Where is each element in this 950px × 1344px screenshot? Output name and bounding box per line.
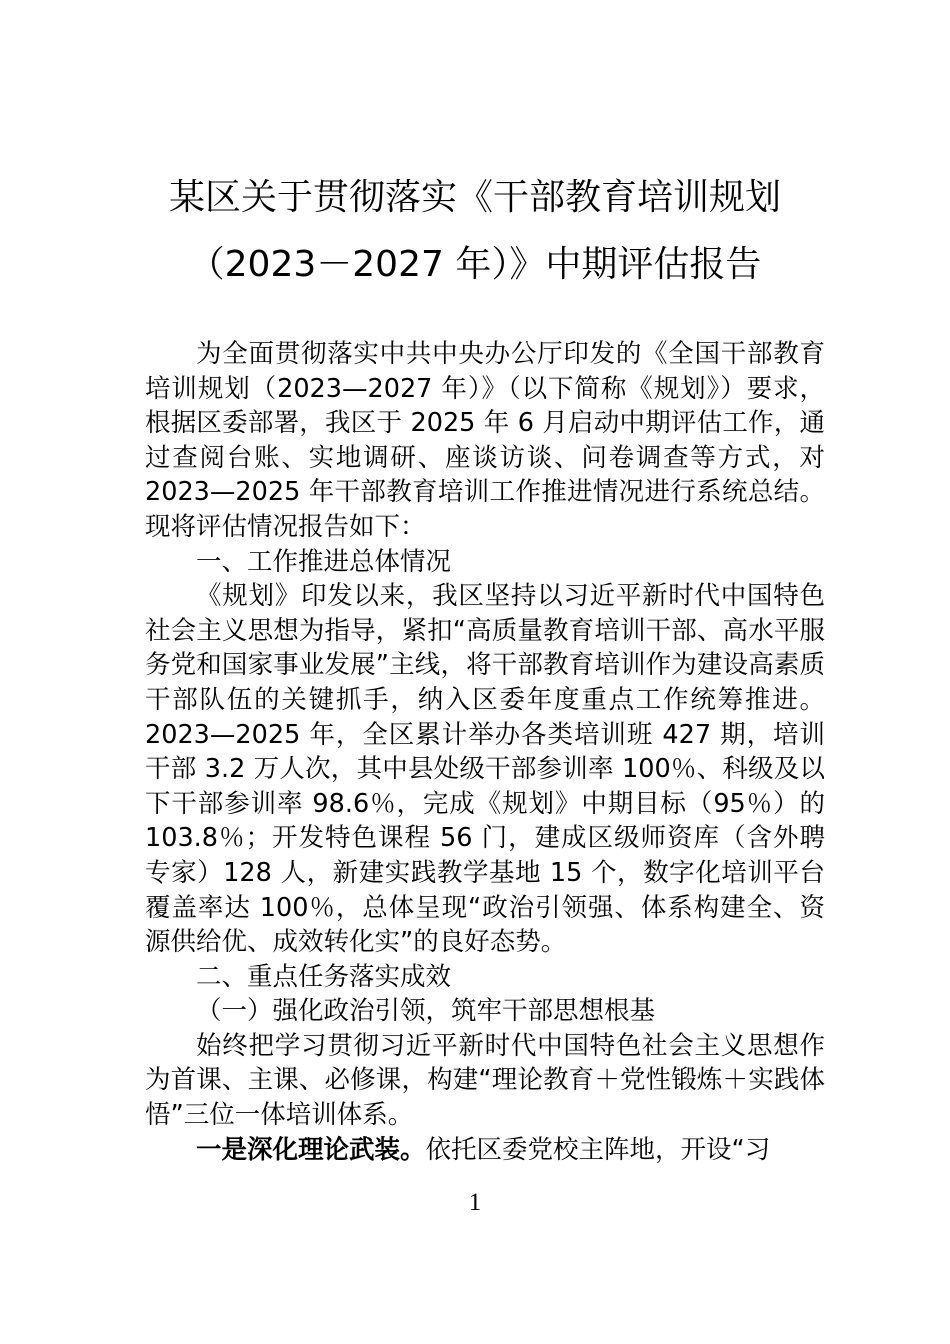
section-2-heading: 二、重点任务落实成效: [196, 961, 452, 992]
section-1-heading: 一、工作推进总体情况: [196, 546, 452, 577]
document-body: [145, 337, 825, 1167]
page-number: 1: [468, 1189, 482, 1216]
subsection-1-heading: （一）强化政治引领，筑牢干部思想根基: [196, 996, 656, 1027]
subsection-1-paragraph: 始终把学习贯彻习近平新时代中国特色社会主义思想作为首课、主课、必修课，构建“理论教育＋党性锻炼＋实践体悟”三位一体培训体系。: [145, 1030, 825, 1131]
point-1-paragraph: [145, 1133, 825, 1168]
document-title-line-2: （2023－2027 年）》中期评估报告: [188, 244, 762, 285]
point-1-lead: 一是深化理论武装。: [196, 1134, 426, 1165]
section-1-paragraph: 《规划》印发以来，我区坚持以习近平新时代中国特色社会主义思想为指导，紧扣“高质量教育培训干部、高水平服务党和国家事业发展”主线，将干部教育培训作为建设高素质干部队伍的关键抓手，纳入区委年度重点工作统筹推进。2023—2025 年，全区累计举办各类培训班 427 期，培训干部 3.2 万人次，其中县处级干部参训率 100％、科级及以下干部参训率 98.6％，完成《规划》中期目标（95％）的 103.8％；开发特色课程 56 门，建成区级师资库（含外聘专家）128 人，新建实践教学基地 15 个，数字化培训平台覆盖率达 100％，总体呈现“政治引领强、体系构建全、资源供给优、成效转化实”的良好态势。: [145, 581, 825, 958]
intro-paragraph: 为全面贯彻落实中共中央办公厅印发的《全国干部教育培训规划（2023—2027 年）》（以下简称《规划》）要求，根据区委部署，我区于 2025 年 6 月启动中期评估工作，通过查阅台账、实地调研、座谈访谈、问卷调查等方式，对 2023—2025 年干部教育培训工作推进情况进行系统总结。现将评估情况报告如下：: [145, 339, 825, 542]
document-title-line-1: 某区关于贯彻落实《干部教育培训规划: [168, 177, 781, 218]
point-1-text: 依托区委党校主阵地，开设“习: [425, 1134, 771, 1165]
